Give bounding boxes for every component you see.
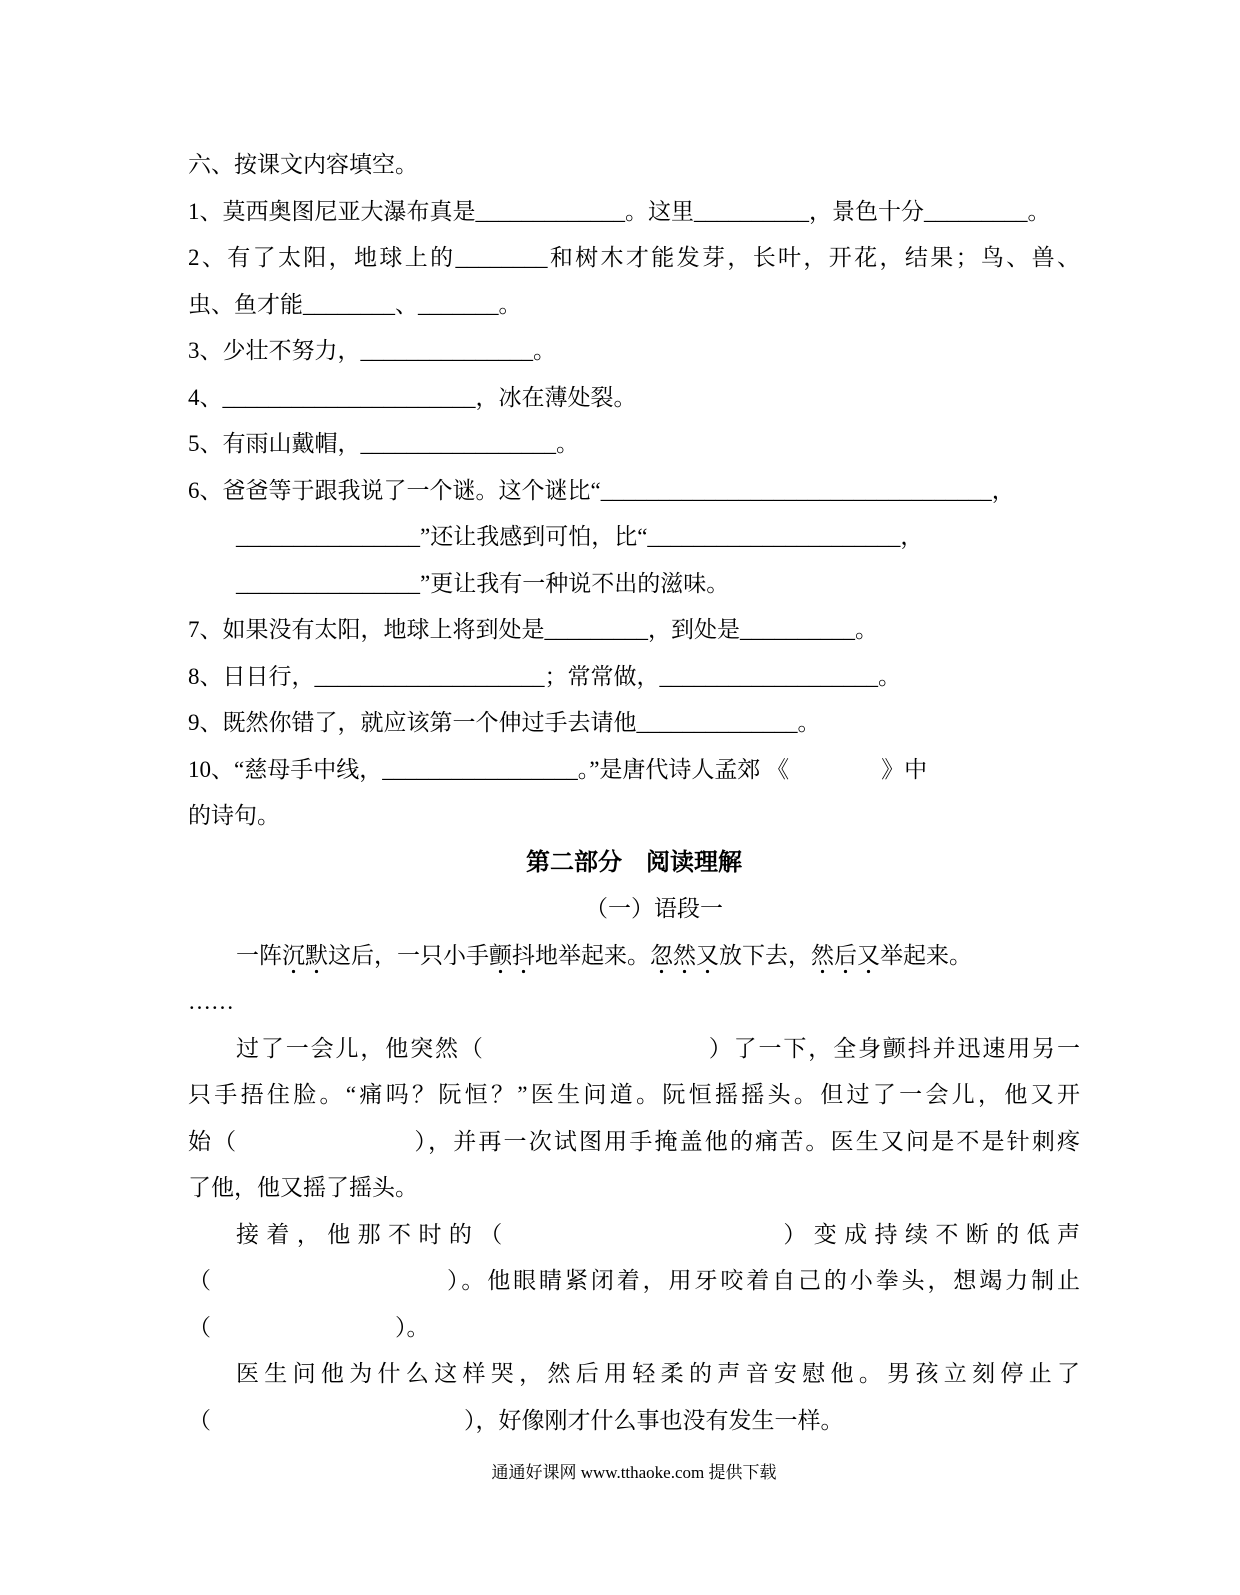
emphasized-text: 然后又 [811, 943, 880, 974]
passage-text: 这后，一只小手 [328, 942, 489, 968]
question-8: 8、日日行，____________________；常常做，___________________。 [188, 663, 901, 689]
passage-text: 放下去， [719, 942, 811, 968]
passage-paragraph-3-line-2: （ ）。他眼睛紧闭着，用牙咬着自己的小拳头，想竭力制止 [188, 1268, 1080, 1293]
question-4: 4、______________________，冰在薄处裂。 [188, 384, 637, 410]
passage-text: 举起来。 [880, 942, 972, 968]
passage-paragraph-3-line-1: 接着，他那不时的（ ）变成持续不断的低声 [236, 1221, 1080, 1247]
passage-paragraph-2-line-3: 始（ ），并再一次试图用手掩盖他的痛苦。医生又问是不是针刺疼 [188, 1128, 1080, 1154]
question-10-line-1: 10、“慈母手中线，_________________。”是唐代诗人孟郊 《 》中 [188, 756, 928, 782]
emphasized-text: 忽然又 [650, 943, 719, 974]
passage-paragraph-4-line-2: （ ），好像刚才什么事也没有发生一样。 [188, 1407, 844, 1433]
passage-subtitle: （一）语段一 [585, 896, 723, 921]
emphasized-text: 沉默 [282, 943, 328, 974]
passage-paragraph-2-line-4: 了他，他又摇了摇头。 [188, 1175, 418, 1200]
question-3: 3、少壮不努力，_______________。 [188, 338, 556, 363]
part-two-title: 第二部分 阅读理解 [526, 849, 742, 876]
question-5: 5、有雨山戴帽，_________________。 [188, 431, 579, 456]
worksheet-content [188, 142, 1080, 1444]
passage-paragraph-2-line-1: 过了一会儿，他突然（ ）了一下，全身颤抖并迅速用另一 [236, 1035, 1080, 1061]
question-6-line-3: ________________”更让我有一种说不出的滋味。 [236, 570, 730, 596]
passage-ellipsis: …… [188, 989, 234, 1014]
download-site-footer: 通通好课网 www.tthaoke.com 提供下载 [491, 1463, 777, 1482]
question-7: 7、如果没有太阳，地球上将到处是_________，到处是__________。 [188, 617, 878, 642]
question-1: 1、莫西奥图尼亚大瀑布真是_____________。这里__________，景色十分_________。 [188, 198, 1051, 224]
passage-text: 一阵 [236, 942, 282, 968]
section-six-heading: 六、按课文内容填空。 [188, 152, 418, 177]
passage-paragraph-2-line-2: 只手捂住脸。“痛吗？阮恒？”医生问道。阮恒摇摇头。但过了一会儿，他又开 [188, 1082, 1080, 1107]
question-2-line-2: 虫、鱼才能________、_______。 [188, 291, 522, 317]
question-9: 9、既然你错了，就应该第一个伸过手去请他______________。 [188, 710, 821, 735]
question-6-line-1: 6、爸爸等于跟我说了一个谜。这个谜比“__________________________________， [188, 477, 1015, 503]
passage-paragraph-3-line-3: （ ）。 [188, 1314, 430, 1340]
question-2-line-1: 2、有了太阳，地球上的________和树木才能发芽，长叶，开花，结果；鸟、兽、 [188, 245, 1080, 270]
passage-text: 地举起来。 [535, 942, 650, 968]
question-6-line-2: ________________”还让我感到可怕，比“______________________， [236, 524, 924, 549]
passage-paragraph-1 [188, 933, 1080, 980]
passage-paragraph-4-line-1: 医生问他为什么这样哭，然后用轻柔的声音安慰他。男孩立刻停止了 [236, 1361, 1080, 1386]
emphasized-text: 颤抖 [489, 943, 535, 974]
question-10-line-2: 的诗句。 [188, 803, 280, 828]
